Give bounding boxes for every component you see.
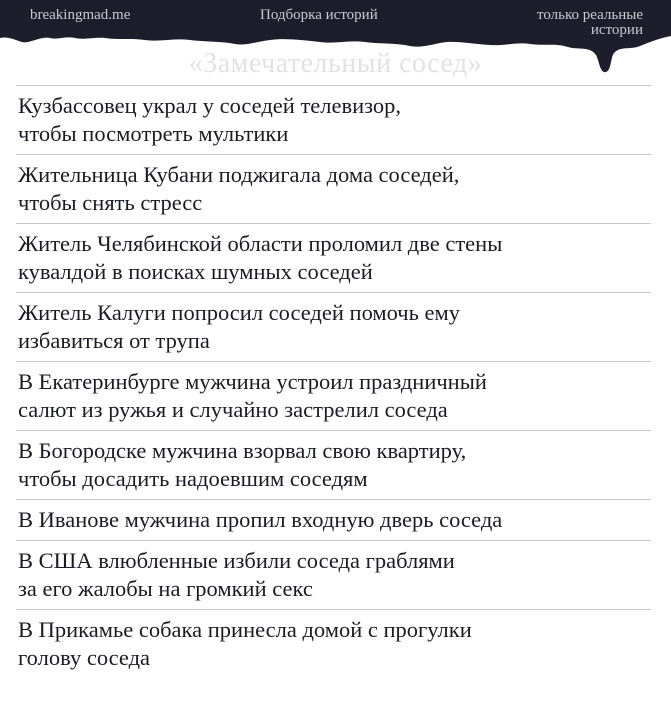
list-item [16, 85, 651, 154]
list-item [16, 540, 651, 609]
tagline-line-2: истории [590, 22, 643, 38]
header-caption: Подборка историй [260, 7, 378, 23]
list-item [16, 499, 651, 540]
story-line: чтобы досадить надоевшим соседям [18, 466, 368, 491]
story-line: В Иванове мужчина пропил входную дверь соседа [18, 507, 503, 532]
story-line: В США влюбленные избили соседа граблями [18, 548, 455, 573]
tagline-line-1: только реальные [537, 7, 643, 23]
story-line: чтобы снять стресс [18, 190, 203, 215]
story-line: В Богородске мужчина взорвал свою квартиру, [18, 438, 467, 463]
list-item [16, 154, 651, 223]
story-line: избавиться от трупа [18, 328, 210, 353]
page-title: «Замечательный сосед» [188, 48, 483, 79]
story-line: кувалдой в поисках шумных соседей [18, 259, 373, 284]
list-item [16, 361, 651, 430]
story-line: Жительница Кубани поджигала дома соседей, [18, 162, 460, 187]
story-line: Житель Калуги попросил соседей помочь ему [18, 300, 460, 325]
stories-list [16, 85, 651, 678]
story-line: В Екатеринбурге мужчина устроил праздничный [18, 369, 487, 394]
story-line: голову соседа [18, 645, 151, 670]
story-line: Житель Челябинской области проломил две стены [18, 231, 503, 256]
list-item [16, 223, 651, 292]
story-line: В Прикамье собака принесла домой с прогулки [18, 617, 472, 642]
story-line: салют из ружья и случайно застрелил соседа [18, 397, 448, 422]
story-line: чтобы посмотреть мультики [18, 121, 289, 146]
list-item [16, 430, 651, 499]
story-line: за его жалобы на громкий секс [18, 576, 313, 601]
site-name: breakingmad.me [30, 7, 131, 23]
story-line: Кузбассовец украл у соседей телевизор, [18, 93, 402, 118]
list-item [16, 609, 651, 678]
header-tagline [493, 8, 643, 38]
list-item [16, 292, 651, 361]
